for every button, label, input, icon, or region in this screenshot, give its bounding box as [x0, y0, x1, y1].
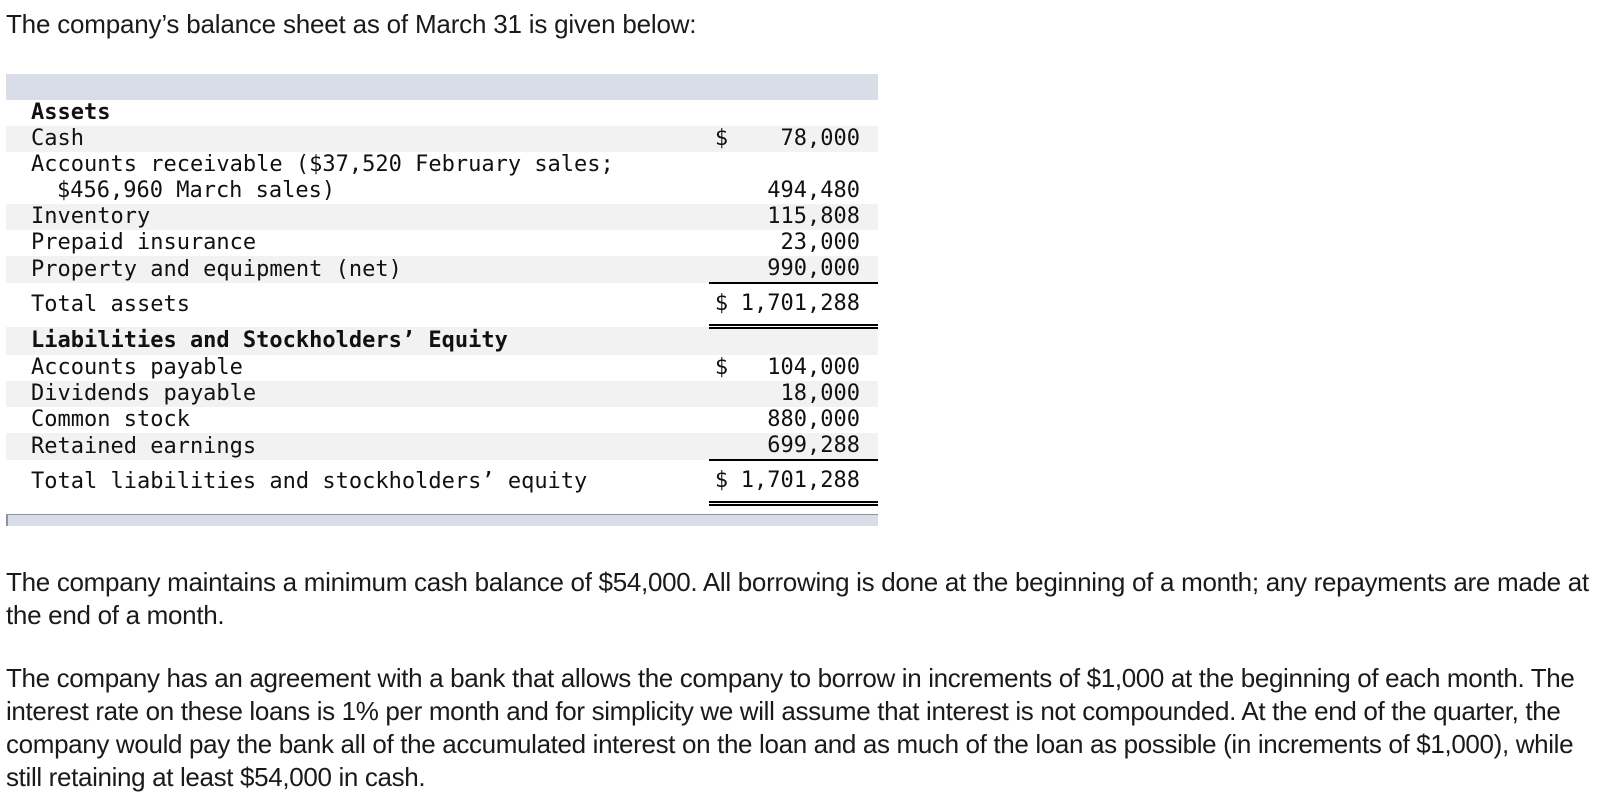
assets-heading-row: [6, 100, 878, 126]
dividends-payable-label: Dividends payable: [6, 381, 709, 407]
intro-text: The company’s balance sheet as of March 31 is given below:: [6, 9, 697, 39]
balance-sheet: [6, 74, 878, 526]
common-stock-amount: 880,000: [767, 407, 860, 432]
cash-amount: 78,000: [741, 126, 878, 152]
retained-earnings-row: [6, 433, 878, 460]
balance-sheet-table: [6, 100, 878, 506]
total-assets-amount: 1,701,288: [741, 283, 878, 327]
inventory-amount: 115,808: [741, 204, 878, 230]
accounts-receivable-row-1: [6, 152, 878, 178]
property-equipment-amount: 990,000: [741, 256, 878, 283]
liabilities-heading: Liabilities and Stockholders’ Equity: [6, 327, 709, 356]
total-assets-row: [6, 283, 878, 327]
cash-label: Cash: [6, 126, 709, 152]
total-liabilities-equity-label: Total liabilities and stockholders’ equity: [31, 468, 588, 494]
retained-earnings-label: Retained earnings: [6, 433, 709, 460]
bank-agreement-paragraph: The company has an agreement with a bank that allows the company to borrow in increments of $1,000 at the beginning of each month. The interest rate on these loans is 1% per month and for simplicity we will assume that interest is not compounded. At the end of the quarter, the company would pay the bank all of the accumulated interest on the loan and as much of the loan as possible (in increments of $1,000), while still retaining at least $54,000 in cash.: [6, 663, 1575, 792]
total-assets-dollar-sign: $: [709, 283, 741, 327]
common-stock-row: [6, 407, 878, 433]
cash-row: [6, 126, 878, 152]
total-assets-label: Total assets: [31, 291, 190, 317]
property-equipment-label: Property and equipment (net): [6, 256, 709, 283]
dividends-payable-row: [6, 381, 878, 407]
table-header-bar: [6, 74, 878, 100]
dividends-payable-amount: 18,000: [741, 381, 878, 407]
total-liabilities-equity-amount: 1,701,288: [741, 460, 878, 504]
retained-earnings-amount: 699,288: [741, 433, 878, 460]
prepaid-insurance-amount: 23,000: [780, 230, 860, 255]
accounts-payable-amount: 104,000: [767, 355, 860, 380]
prepaid-insurance-row: [6, 230, 878, 256]
accounts-receivable-label: Accounts receivable ($37,520 February sales;: [31, 152, 614, 177]
table-footer-bar: [6, 514, 878, 526]
liabilities-heading-row: [6, 327, 878, 356]
accounts-receivable-amount: 494,480: [767, 178, 860, 203]
prepaid-insurance-label: Prepaid insurance: [31, 230, 257, 255]
minimum-cash-paragraph: The company maintains a minimum cash balance of $54,000. All borrowing is done at the beginning of a month; any repayments are made at the end of a month.: [6, 567, 1589, 630]
property-equipment-row: [6, 256, 878, 283]
total-liabilities-equity-row: [6, 460, 878, 504]
accounts-receivable-row-2: [6, 178, 878, 204]
inventory-row: [6, 204, 878, 230]
cash-dollar-sign: $: [709, 126, 741, 152]
accounts-payable-label: Accounts payable: [31, 355, 243, 380]
accounts-receivable-label-cont: $456,960 March sales): [57, 178, 336, 203]
accounts-payable-row: [6, 355, 878, 381]
assets-heading: Assets: [31, 100, 111, 125]
total-liabilities-equity-dollar-sign: $: [709, 460, 741, 504]
accounts-payable-dollar-sign: $: [714, 355, 729, 380]
inventory-label: Inventory: [6, 204, 709, 230]
common-stock-label: Common stock: [31, 407, 190, 432]
